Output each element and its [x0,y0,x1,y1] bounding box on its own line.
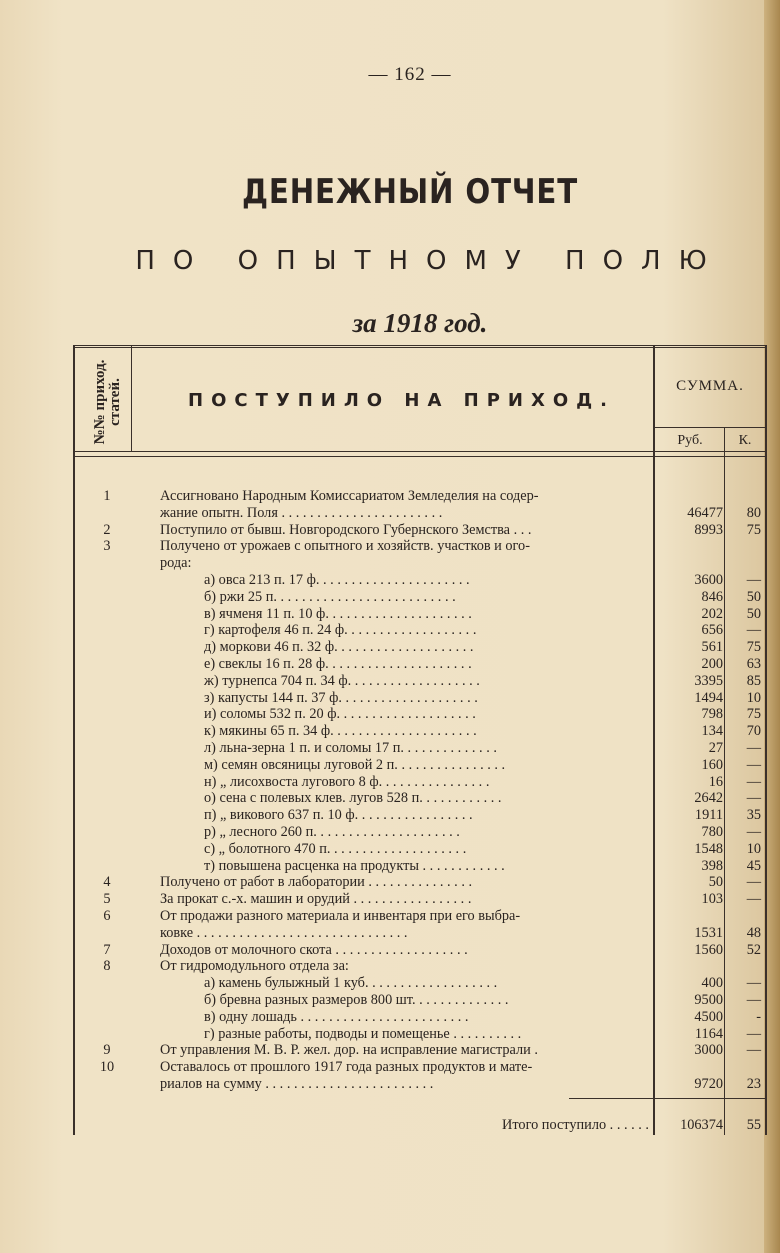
row-text: р) „ лесного 260 п. . . . . . . . . . . . . . . . . . . . . [204,824,460,840]
row-text: Ассигновано Народным Комиссариатом Земледелия на содер- [160,488,539,504]
row-text: о) сена с полевых клев. лугов 528 п. . . . . . . . . . . . [204,790,502,807]
row-text: От гидромодульного отдела за: [160,958,349,975]
row-number: 1 [103,488,111,504]
row-text: г) картофеля 46 п. 24 ф. . . . . . . . . . . . . . . . . . . [204,622,477,639]
row-number: 5 [103,891,111,908]
table-row [73,656,766,673]
col-header-rub: Руб. [677,433,703,448]
row-kop: 70 [746,723,761,740]
row-text: От управления М. В. Р. жел. дор. на исправление магистрали . [160,1042,538,1059]
table-row [73,740,766,757]
row-text: За прокат с.-х. машин и орудий . . . . . . . . . . . . . . . . . [160,891,472,908]
row-rub: 50 [708,874,723,891]
table-row [73,841,766,858]
table-row [73,1076,766,1093]
row-text: риалов на сумму . . . . . . . . . . . . . . . . . . . . . . . . [160,1076,434,1092]
row-number: 2 [103,521,111,538]
header-bottom-border [73,451,766,452]
row-text: Получено от урожаев с опытного и хозяйств. участков и ого- [160,538,530,555]
row-rub: 134 [701,723,723,740]
row-rub: 1164 [694,1025,723,1042]
row-text: От продажи разного материала и инвентаря при его выбра- [160,908,521,924]
row-rub: 798 [701,706,723,723]
col-header-sum: СУММА. [676,378,744,394]
row-rub: 9720 [694,1076,723,1092]
row-kop: — [746,1025,761,1042]
table-row [73,1009,766,1026]
document-title: ДЕНЕЖНЫЙ ОТЧЕТ [241,172,579,212]
table-row [73,925,766,942]
row-text: м) семян овсяницы луговой 2 п. . . . . . . . . . . . . . . . [204,756,506,773]
table-row [73,606,766,623]
row-kop: 80 [746,504,761,521]
row-kop: 75 [746,639,761,656]
row-kop: 75 [746,706,761,723]
table-row [73,589,766,606]
header-bottom-border-2 [73,456,766,457]
table-row [73,522,766,539]
row-kop: — [746,572,761,588]
row-kop: 10 [746,840,761,857]
row-text: ковке . . . . . . . . . . . . . . . . . . . . . . . . . . . . . . [160,924,408,941]
table-row [73,824,766,841]
col-header-number [81,359,135,444]
row-text: п) „ викового 637 п. 10 ф. . . . . . . . . . . . . . . . . [204,807,473,824]
row-rub: 656 [701,622,723,639]
row-kop: 85 [746,672,761,689]
row-text: и) соломы 532 п. 20 ф. . . . . . . . . . . . . . . . . . . . [204,706,476,723]
row-kop: 52 [746,941,761,958]
row-kop: — [746,824,761,840]
table-row [73,1042,766,1059]
col-header-kop: К. [738,433,752,448]
row-text: з) капусты 144 п. 37 ф. . . . . . . . . . . . . . . . . . . . [204,689,478,706]
table-row [73,706,766,723]
row-rub: 400 [701,975,723,992]
row-rub: 1560 [694,941,723,958]
income-table [73,345,766,1135]
table-row [73,488,766,505]
row-number: 6 [103,908,111,924]
row-text: д) моркови 46 п. 32 ф. . . . . . . . . . . . . . . . . . . . [204,639,474,656]
row-rub: 1911 [694,807,723,824]
row-text: к) мякины 65 п. 34 ф. . . . . . . . . . . . . . . . . . . . . [204,723,477,740]
row-kop: 50 [746,588,761,605]
row-text: б) бревна разных размеров 800 шт. . . . . . . . . . . . . . [204,992,509,1008]
table-row [73,757,766,774]
row-kop: - [756,1008,761,1025]
row-rub: 2642 [694,790,723,807]
row-text: а) овса 213 п. 17 ф. . . . . . . . . . . . . . . . . . . . . . [204,572,470,588]
page-number: — 162 — [368,64,452,85]
row-rub: 8993 [694,521,723,538]
row-text: ж) турнепса 704 п. 34 ф. . . . . . . . . . . . . . . . . . . [204,672,480,689]
row-number: 8 [103,958,111,975]
table-row [73,874,766,891]
table-row [73,555,766,572]
table-row [73,639,766,656]
table-row [73,891,766,908]
row-text: жание опытн. Поля . . . . . . . . . . . . . . . . . . . . . . . [160,504,443,521]
table-row [73,1059,766,1076]
row-kop: — [746,1042,761,1059]
row-text: Получено от работ в лаборатории . . . . . . . . . . . . . . . [160,874,473,891]
row-kop: — [746,975,761,992]
row-rub: 780 [701,824,723,840]
row-rub: 9500 [694,992,723,1008]
table-row [73,690,766,707]
table-row [73,807,766,824]
row-text: с) „ болотного 470 п. . . . . . . . . . . . . . . . . . . . [204,840,467,857]
table-row [73,673,766,690]
table-row [73,538,766,555]
table-row [73,774,766,791]
row-text: Доходов от молочного скота . . . . . . . . . . . . . . . . . . . [160,941,468,958]
row-kop: — [746,773,761,790]
row-text: л) льна-зерна 1 п. и соломы 17 п. . . . . . . . . . . . . . [204,740,497,756]
table-row [73,975,766,992]
row-rub: 160 [701,756,723,773]
table-row [73,1026,766,1043]
row-kop: 10 [746,689,761,706]
col-header-income: ПОСТУПИЛО НА ПРИХОД. [188,390,616,411]
table-top-border [73,345,766,348]
table-row [73,992,766,1009]
row-kop: 75 [746,521,761,538]
total-rule [569,1098,765,1099]
row-rub: 27 [708,740,723,756]
row-kop: — [746,622,761,639]
row-number: 7 [103,941,111,958]
row-text: в) одну лошадь . . . . . . . . . . . . . . . . . . . . . . . . [204,1008,469,1025]
row-text: в) ячменя 11 п. 10 ф. . . . . . . . . . . . . . . . . . . . . [204,605,472,622]
table-row [73,790,766,807]
row-kop: — [746,992,761,1008]
row-number: 3 [103,538,111,555]
row-rub: 3395 [694,672,723,689]
row-rub: 200 [701,656,723,672]
table-row [73,942,766,959]
row-rub: 3600 [694,572,723,588]
document-year: за 1918 год. [352,308,488,338]
total-row [73,1117,766,1134]
row-text: рода: [160,555,192,572]
row-rub: 103 [701,891,723,908]
table-row [73,505,766,522]
row-text: т) повышена расценка на продукты . . . . . . . . . . . . [204,857,505,874]
row-text: н) „ лисохвостa лугового 8 ф. . . . . . . . . . . . . . . . [204,773,490,790]
row-rub: 46477 [687,504,723,521]
row-text: Оставалось от прошлого 1917 года разных продуктов и мате- [160,1059,533,1076]
row-rub: 3000 [694,1042,723,1059]
total-label: Итого поступило . . . . . . [502,1117,649,1133]
row-number: 9 [103,1042,111,1059]
row-rub: 1531 [694,924,723,941]
table-row [73,858,766,875]
table-row [73,572,766,589]
total-kop: 55 [746,1117,761,1133]
table-row [73,622,766,639]
row-kop: — [746,756,761,773]
row-kop: 63 [746,656,761,672]
row-rub: 1548 [694,840,723,857]
row-kop: 35 [746,807,761,824]
row-kop: 50 [746,605,761,622]
col-header-number-text: №№ приход. статей. [92,359,123,444]
row-kop: — [746,891,761,908]
row-number: 4 [103,874,111,891]
row-text: а) камень булыжный 1 куб. . . . . . . . . . . . . . . . . . . [204,975,498,992]
row-kop: — [746,740,761,756]
row-number: 10 [99,1059,115,1076]
row-kop: 48 [746,924,761,941]
sum-divider [655,427,766,428]
row-text: б) ржи 25 п. . . . . . . . . . . . . . . . . . . . . . . . . . [204,588,456,605]
row-rub: 398 [701,857,723,874]
document-subtitle: ПО ОПЫТНОМУ ПОЛЮ [135,246,725,276]
row-rub: 4500 [694,1008,723,1025]
table-row [73,908,766,925]
row-text: е) свеклы 16 п. 28 ф. . . . . . . . . . . . . . . . . . . . . [204,656,472,672]
table-row [73,958,766,975]
row-text: г) разные работы, подводы и помещенье . . . . . . . . . . [204,1025,522,1042]
row-rub: 561 [701,639,723,656]
row-kop: — [746,874,761,891]
row-text: Поступило от бывш. Новгородского Губернского Земства . . . [160,521,532,538]
row-rub: 202 [701,605,723,622]
row-rub: 16 [708,773,723,790]
total-rub: 106374 [680,1117,723,1133]
row-kop: — [746,790,761,807]
table-row [73,723,766,740]
row-rub: 1494 [694,689,723,706]
row-kop: 23 [746,1076,761,1092]
row-rub: 846 [701,588,723,605]
row-kop: 45 [746,857,761,874]
